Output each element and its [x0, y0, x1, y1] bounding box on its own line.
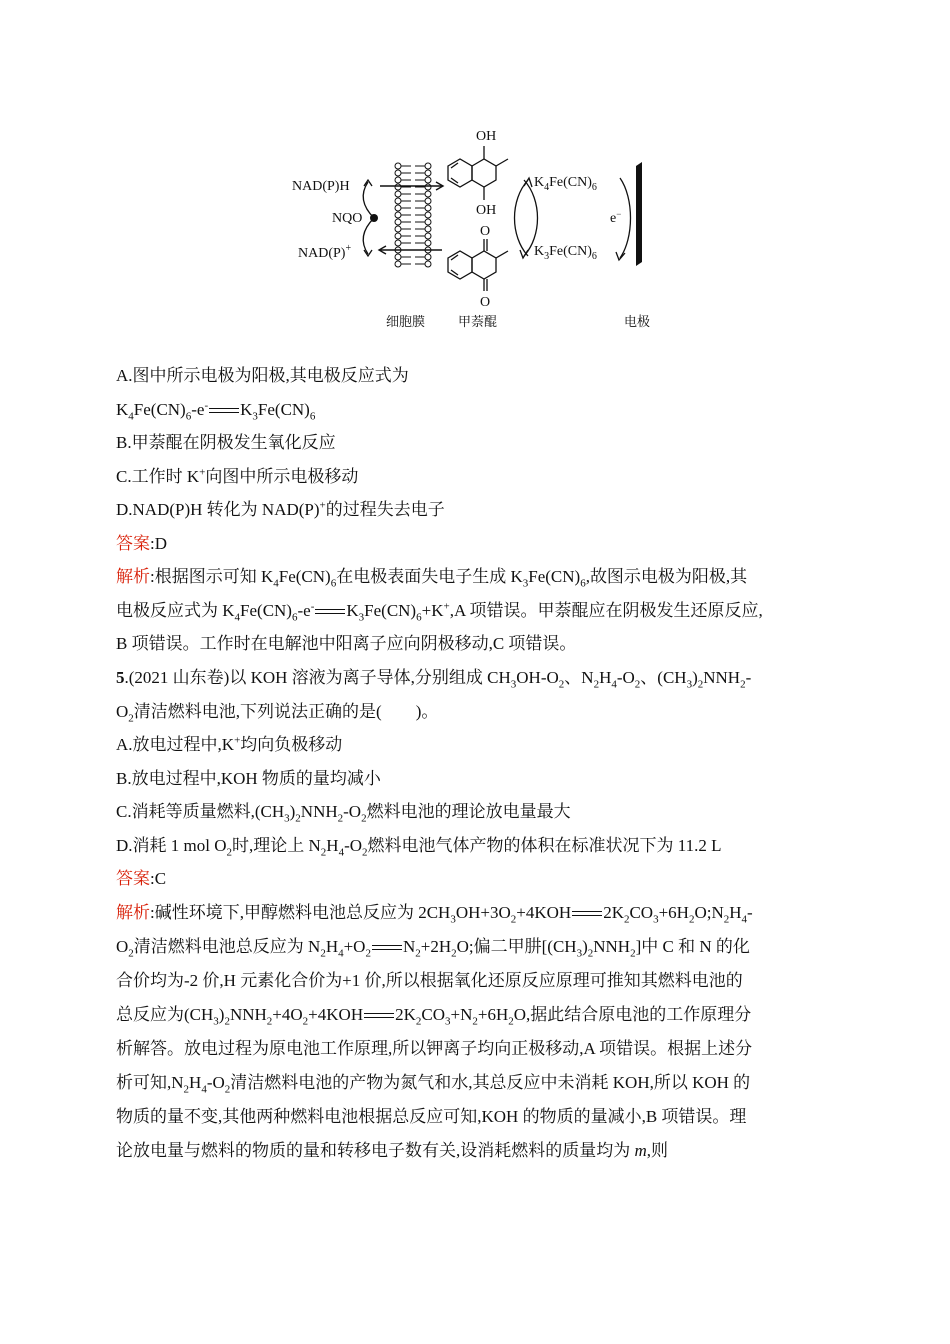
q5-analysis-line4: 总反应为$(CH_3)_2NNH_2+4O_2+4KOH$ $2K_2CO_3+N_2+6H_2O$,据此结合原电池的工作原理分 — [116, 1005, 752, 1028]
q5-analysis-line1: 解析:碱性环境下,甲醇燃料电池总反应为 $2CH_3OH+3O_2+4KOH$ $2K_2CO_3+6H_2O;N_2H_4-$ — [116, 903, 753, 926]
q4-option-a-line1: A.图中所示电极为阳极,其电极反应式为 — [116, 366, 409, 385]
q4-option-b: B.甲萘醌在阴极发生氧化反应 — [116, 433, 336, 452]
k4fecn6-label: $K_4Fe(CN)_6$ — [534, 175, 597, 193]
q5-analysis-line8: 论放电量与燃料的物质的量和转移电子数有关,设消耗燃料的质量均为 m,则 — [116, 1141, 669, 1160]
k3fecn6-label: $K_3Fe(CN)_6$ — [534, 244, 597, 262]
q5-option-b: B.放电过程中,KOH 物质的量均减小 — [116, 769, 381, 788]
o-bottom-label: O — [480, 295, 491, 310]
naphthoquinone-label: 甲萘醌 — [458, 315, 498, 330]
o-top-label: O — [480, 224, 491, 239]
electron-label: e− — [610, 209, 622, 226]
nqo-label: NQO — [332, 211, 363, 226]
q5-analysis-line2: $O_2$清洁燃料电池总反应为 $N_2H_4+O_2$ $N_2+2H_2O$;偏二甲肼$[(CH_3)_2NNH_2]$中 C 和 N 的化 — [116, 937, 750, 960]
membrane-label: 细胞膜 — [386, 315, 426, 330]
nadp-label: NAD(P)+ — [298, 243, 352, 261]
electrode-icon — [636, 162, 642, 266]
q5-option-a: A.放电过程中,K+均向负极移动 — [116, 734, 343, 754]
arrow-bracket-left — [515, 180, 529, 256]
q4-analysis-line1: 解析:根据图示可知 $K_4Fe(CN)_6$在电极表面失电子生成 $K_3Fe(CN)_6$,故图示电极为阳极,其 — [116, 567, 748, 590]
menadiol-structure-icon — [448, 146, 508, 200]
q5-stem-line2: $O_2$清洁燃料电池,下列说法正确的是( )。 — [116, 702, 439, 725]
electrode-diagram — [280, 118, 680, 343]
q5-answer: 答案:C — [116, 869, 167, 888]
electron-arrow — [620, 178, 631, 258]
menadione-structure-icon — [448, 239, 508, 291]
electrode-label: 电极 — [624, 315, 651, 330]
q5-stem-line1: 5.(2021 山东卷)以 KOH 溶液为离子导体,分别组成 $CH_3OH-O_2$、$N_2H_4-O_2$、$(CH_3)_2NNH_2-$ — [116, 668, 752, 691]
q4-option-c: C.工作时 K+向图中所示电极移动 — [116, 466, 359, 486]
q5-option-d: D.消耗 1 mol $O_2$时,理论上 $N_2H_4-O_2$燃料电池气体产物的体积在标准状况下为 11.2 L — [116, 836, 722, 859]
q4-option-d: D.NAD(P)H 转化为 NAD(P)+的过程失去电子 — [116, 499, 445, 519]
oh-top-label: OH — [476, 129, 497, 144]
q5-analysis-line3: 合价均为-2 价,H 元素化合价为+1 价,所以根据氧化还原反应原理可推知其燃料电池的 — [116, 971, 743, 990]
membrane-icon — [395, 163, 431, 267]
q4-analysis-line3: B 项错误。工作时在电解池中阳离子应向阴极移动,C 项错误。 — [116, 634, 577, 653]
oh-bottom-label: OH — [476, 203, 497, 218]
q5-analysis-line5: 析解答。放电过程为原电池工作原理,所以钾离子均向正极移动,A 项错误。根据上述分 — [116, 1039, 753, 1058]
q4-option-a-line2: $K_4Fe(CN)_6-e^-$ $K_3Fe(CN)_6$ — [116, 399, 316, 423]
q4-analysis-line2: 电极反应式为 $K_4Fe(CN)_6-e^-$ $K_3Fe(CN)_6+K^+,A$ 项错误。甲萘醌应在阴极发生还原反应, — [116, 600, 763, 624]
q4-answer: 答案:D — [116, 534, 167, 553]
q5-option-c: C.消耗等质量燃料$,(CH_3)_2NNH_2-O_2$燃料电池的理论放电量最大 — [116, 802, 571, 825]
nadph-label: NAD(P)H — [292, 179, 350, 194]
q5-analysis-line7: 物质的量不变,其他两种燃料电池根据总反应可知,KOH 的物质的量减小,B 项错误。理 — [116, 1107, 747, 1126]
arrow-up-curve — [363, 182, 374, 218]
q5-analysis-line6: 析可知$,N_2H_4-O_2$清洁燃料电池的产物为氮气和水,其总反应中未消耗 KOH,所以 KOH 的 — [116, 1073, 751, 1096]
arrow-down-curve — [363, 218, 374, 254]
